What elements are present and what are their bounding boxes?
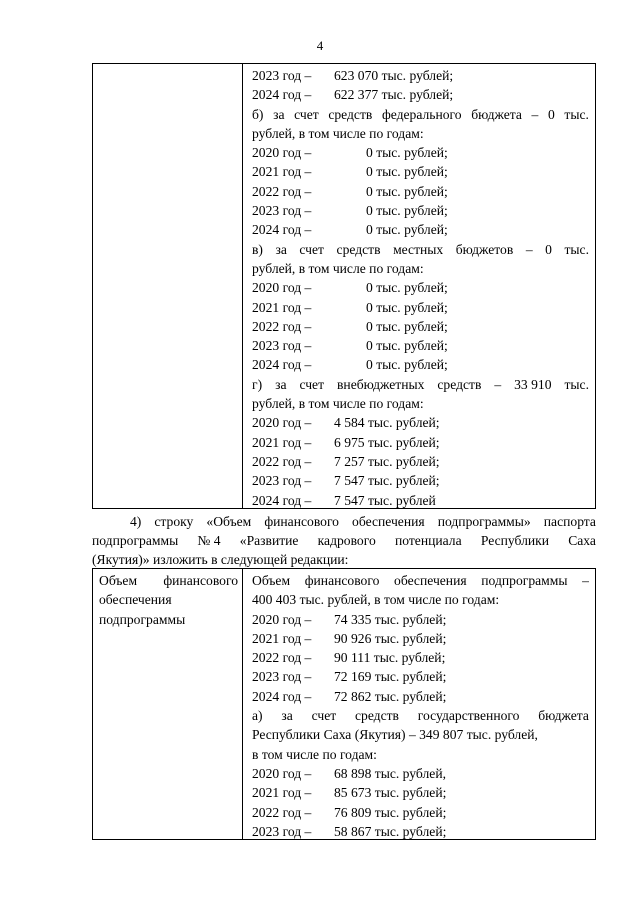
word: Объем bbox=[252, 573, 291, 588]
word: средств bbox=[354, 708, 399, 724]
year-row bbox=[252, 317, 589, 336]
year-amount: 4 584 тыс. рублей; bbox=[334, 415, 440, 431]
year-amount: 0 тыс. рублей; bbox=[366, 299, 448, 315]
year-label: 2022 год – bbox=[252, 650, 312, 666]
year-row bbox=[252, 610, 589, 629]
year-amount: 90 926 тыс. рублей; bbox=[334, 630, 447, 646]
year-amount: 85 673 тыс. рублей; bbox=[334, 785, 447, 801]
state-heading-cont: Республики Саха (Якутия) – 349 807 тыс. рублей, bbox=[252, 727, 538, 743]
year-amount: 7 257 тыс. рублей; bbox=[334, 453, 440, 469]
word: 33 910 bbox=[514, 376, 552, 392]
year-row bbox=[252, 433, 589, 452]
year-row bbox=[252, 143, 589, 162]
year-row bbox=[252, 452, 589, 471]
word: кадрового bbox=[317, 533, 376, 548]
paragraph-line-3: (Якутия)» изложить в следующей редакции: bbox=[92, 552, 349, 567]
year-label: 2023 год – bbox=[252, 669, 312, 685]
year-label: 2022 год – bbox=[252, 453, 312, 469]
year-amount: 68 898 тыс. рублей, bbox=[334, 765, 446, 781]
word: финансового bbox=[264, 514, 339, 529]
year-amount: 0 тыс. рублей; bbox=[366, 318, 448, 334]
year-row bbox=[252, 278, 589, 297]
word: за bbox=[275, 241, 287, 257]
year-amount: 74 335 тыс. рублей; bbox=[334, 611, 447, 627]
year-amount: 0 тыс. рублей; bbox=[366, 183, 448, 199]
word: подпрограммы bbox=[481, 573, 568, 588]
year-label: 2021 год – bbox=[252, 164, 312, 180]
year-row bbox=[252, 162, 589, 181]
word: потенциала bbox=[394, 533, 462, 548]
word: финансового bbox=[163, 573, 238, 588]
bottom-table bbox=[92, 568, 596, 840]
year-amount: 0 тыс. рублей; bbox=[366, 222, 448, 238]
year-row bbox=[252, 822, 589, 841]
paragraph-line-2 bbox=[92, 531, 596, 550]
word: Республики bbox=[480, 533, 550, 548]
word: «Объем bbox=[206, 514, 252, 529]
word: средств bbox=[328, 106, 373, 122]
year-label: 2021 год – bbox=[252, 299, 312, 315]
year-label: 2021 год – bbox=[252, 785, 312, 801]
word: финансового bbox=[304, 573, 380, 588]
word: Объем bbox=[99, 573, 138, 588]
year-label: 2022 год – bbox=[252, 183, 312, 199]
word: государственного bbox=[417, 708, 520, 724]
page-number: 4 bbox=[316, 38, 324, 53]
year-label: 2024 год – bbox=[252, 688, 312, 704]
total-heading bbox=[252, 571, 589, 590]
word: паспорта bbox=[543, 514, 596, 529]
year-amount: 0 тыс. рублей; bbox=[366, 145, 448, 161]
word: обеспечения bbox=[352, 514, 425, 529]
year-label: 2024 год – bbox=[252, 492, 312, 508]
state-heading-cont-2: в том числе по годам: bbox=[252, 746, 377, 762]
word: б) bbox=[252, 106, 264, 122]
word: федерального bbox=[381, 106, 462, 122]
local-heading bbox=[252, 240, 589, 259]
year-label: 2023 год – bbox=[252, 338, 312, 354]
year-amount: 58 867 тыс. рублей; bbox=[334, 823, 447, 839]
year-amount: 76 809 тыс. рублей; bbox=[334, 804, 447, 820]
word: 0 bbox=[545, 241, 552, 257]
top-table-left-cell bbox=[93, 64, 243, 508]
year-label: 2022 год – bbox=[252, 318, 312, 334]
year-amount: 90 111 тыс. рублей; bbox=[334, 650, 446, 666]
year-amount: 7 547 тыс. рублей bbox=[334, 492, 436, 508]
word: тыс. bbox=[564, 106, 589, 122]
word: строку bbox=[154, 514, 194, 529]
federal-heading-cont: рублей, в том числе по годам: bbox=[252, 125, 424, 141]
year-label: 2023 год – bbox=[252, 823, 312, 839]
year-row bbox=[252, 471, 589, 490]
year-row bbox=[252, 201, 589, 220]
local-heading-cont: рублей, в том числе по годам: bbox=[252, 260, 424, 276]
year-amount: 0 тыс. рублей; bbox=[366, 280, 448, 296]
word: за bbox=[281, 708, 293, 724]
year-label: 2020 год – bbox=[252, 611, 312, 627]
word: за bbox=[273, 106, 285, 122]
word: 0 bbox=[547, 106, 555, 122]
year-label: 2023 год – bbox=[252, 203, 312, 219]
offbudget-heading bbox=[252, 375, 589, 394]
state-heading bbox=[252, 706, 589, 725]
offbudget-heading-cont: рублей, в том числе по годам: bbox=[252, 396, 424, 412]
word: подпрограммы bbox=[92, 533, 179, 548]
year-row bbox=[252, 298, 589, 317]
word: счет bbox=[311, 708, 337, 724]
year-label: 2021 год – bbox=[252, 630, 312, 646]
word: тыс. bbox=[564, 241, 589, 257]
word: счет bbox=[299, 241, 324, 257]
word: за bbox=[275, 376, 287, 392]
word: обеспечения bbox=[394, 573, 467, 588]
year-row bbox=[252, 355, 589, 374]
year-amount: 623 070 тыс. рублей; bbox=[334, 68, 454, 83]
year-row bbox=[252, 648, 589, 667]
year-label: 2021 год – bbox=[252, 434, 312, 450]
year-label: 2024 год – bbox=[252, 222, 312, 238]
word: № 4 bbox=[197, 533, 221, 548]
year-label: 2023 год – bbox=[252, 68, 312, 83]
year-label: 2020 год – bbox=[252, 145, 312, 161]
year-row bbox=[252, 66, 589, 85]
year-row bbox=[252, 182, 589, 201]
word: внебюджетных bbox=[337, 376, 425, 392]
year-amount: 0 тыс. рублей; bbox=[366, 357, 448, 373]
year-amount: 6 975 тыс. рублей; bbox=[334, 434, 440, 450]
word: местных bbox=[393, 241, 444, 257]
top-table-right-cell bbox=[243, 64, 595, 508]
year-amount: 7 547 тыс. рублей; bbox=[334, 473, 440, 489]
word: бюджета bbox=[471, 106, 522, 122]
year-label: 2024 год – bbox=[252, 357, 312, 373]
year-amount: 72 862 тыс. рублей; bbox=[334, 688, 447, 704]
word: в) bbox=[252, 241, 263, 257]
year-row bbox=[252, 336, 589, 355]
year-amount: 0 тыс. рублей; bbox=[366, 164, 448, 180]
year-row bbox=[252, 783, 589, 802]
year-row bbox=[252, 85, 589, 104]
word: средств bbox=[336, 241, 381, 257]
year-row bbox=[252, 667, 589, 686]
total-heading-cont: 400 403 тыс. рублей, в том числе по годам: bbox=[252, 592, 500, 608]
year-label: 2023 год – bbox=[252, 473, 312, 489]
word: – bbox=[531, 106, 539, 122]
year-row bbox=[252, 803, 589, 822]
left-label-line-3: подпрограммы bbox=[99, 611, 186, 627]
year-row bbox=[252, 687, 589, 706]
word: а) bbox=[252, 708, 263, 724]
word: – bbox=[494, 376, 502, 392]
word: – bbox=[525, 241, 533, 257]
word: г) bbox=[252, 376, 263, 392]
word: 4) bbox=[130, 514, 142, 529]
word: тыс. bbox=[564, 376, 589, 392]
year-label: 2024 год – bbox=[252, 87, 312, 103]
federal-heading bbox=[252, 105, 589, 124]
year-label: 2022 год – bbox=[252, 804, 312, 820]
top-table bbox=[92, 63, 596, 509]
left-label-line-1 bbox=[99, 571, 238, 590]
bottom-table-left-cell bbox=[93, 569, 243, 839]
year-row bbox=[252, 764, 589, 783]
year-label: 2020 год – bbox=[252, 415, 312, 431]
word: бюджетов bbox=[455, 241, 514, 257]
year-label: 2020 год – bbox=[252, 765, 312, 781]
year-amount: 72 169 тыс. рублей; bbox=[334, 669, 447, 685]
left-label-line-2: обеспечения bbox=[99, 592, 172, 608]
paragraph-line-1 bbox=[92, 512, 596, 531]
amendment-paragraph bbox=[92, 512, 596, 569]
word: Саха bbox=[568, 533, 596, 548]
year-amount: 622 377 тыс. рублей; bbox=[334, 87, 454, 103]
year-amount: 0 тыс. рублей; bbox=[366, 338, 448, 354]
word: счет bbox=[294, 106, 319, 122]
year-amount: 0 тыс. рублей; bbox=[366, 203, 448, 219]
word: – bbox=[582, 573, 589, 588]
year-row bbox=[252, 491, 589, 510]
year-row bbox=[252, 413, 589, 432]
word: подпрограммы» bbox=[437, 514, 531, 529]
word: «Развитие bbox=[239, 533, 299, 548]
year-row bbox=[252, 220, 589, 239]
year-row bbox=[252, 629, 589, 648]
word: счет bbox=[299, 376, 325, 392]
bottom-table-right-cell bbox=[243, 569, 595, 839]
word: средств bbox=[437, 376, 482, 392]
word: бюджета bbox=[538, 708, 589, 724]
year-label: 2020 год – bbox=[252, 280, 312, 296]
